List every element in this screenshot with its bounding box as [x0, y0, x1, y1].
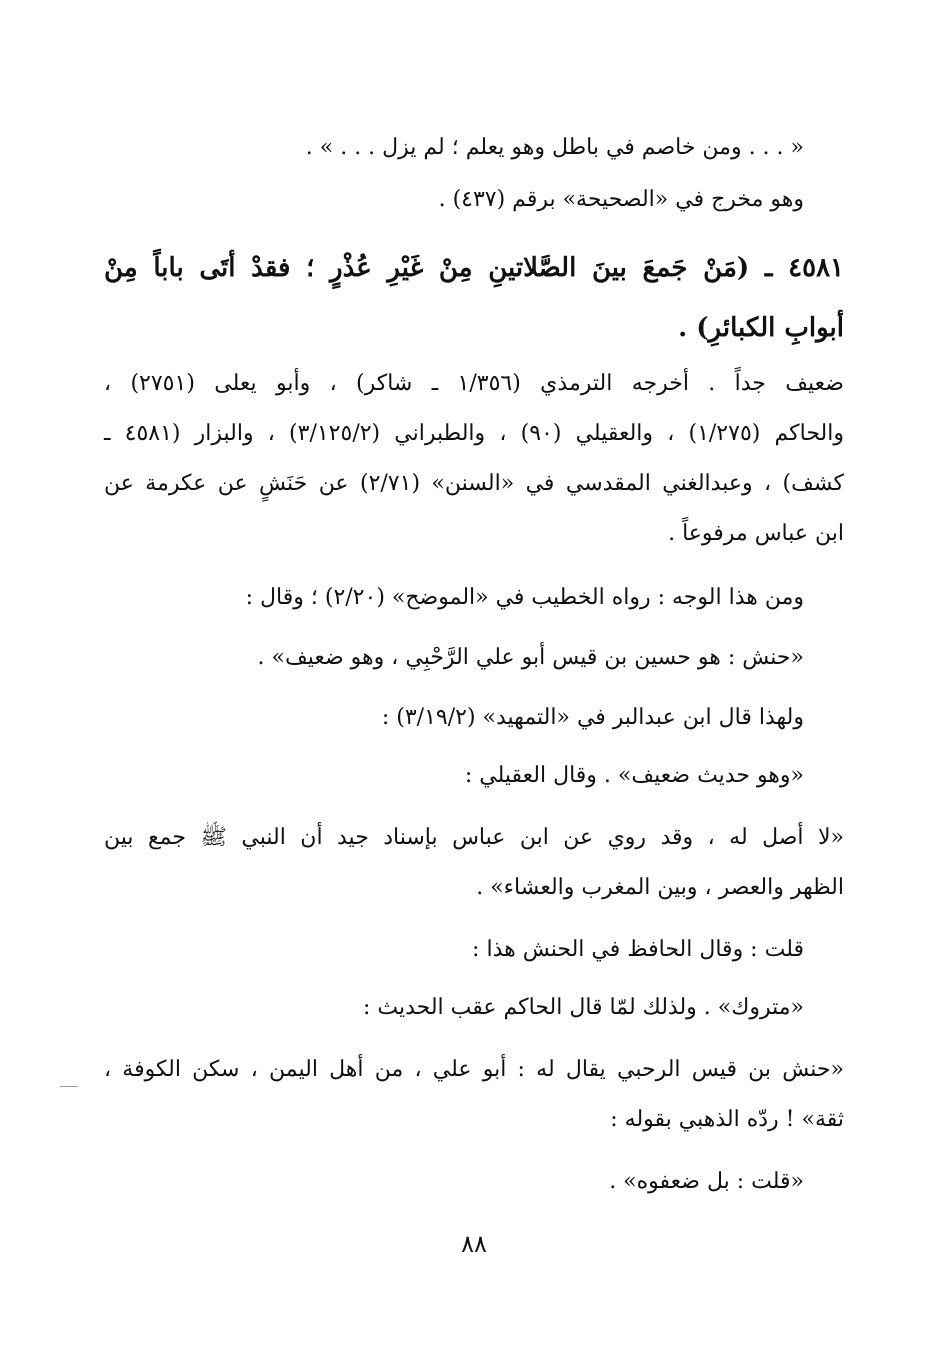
quote-line: «حنش بن قيس الرحبي يقال له : أبو علي ، من أهل اليمن ، سكن الكوفة ،: [104, 1057, 844, 1082]
margin-mark: [60, 1086, 78, 1087]
quote-line: « . . . ومن خاصم في باطل وهو يعلم ؛ لم يزل . . . » .: [305, 135, 804, 160]
quote-line: «لا أصل له ، وقد روي عن ابن عباس بإسناد جيد أن النبي ﷺ جمع بين: [104, 825, 844, 850]
hadith-heading-line: أبوابِ الكبائرِ) .: [678, 313, 844, 343]
page-number: ٨٨: [461, 1230, 487, 1258]
body-line: كشف) ، وعبدالغني المقدسي في «السنن» (٢/٧١) عن حَنَشٍ عن عكرمة عن: [104, 471, 844, 496]
body-line: ضعيف جداً . أخرجه الترمذي (١/٣٥٦ ـ شاكر) ، وأبو يعلى (٢٧٥١) ،: [104, 371, 844, 396]
body-line: ابن عباس مرفوعاً .: [668, 521, 844, 546]
quote-line: ثقة» ! ردّه الذهبي بقوله :: [610, 1107, 844, 1132]
body-line: «متروك» . ولذلك لمّا قال الحاكم عقب الحديث :: [362, 995, 804, 1020]
quote-line: «حنش : هو حسين بن قيس أبو علي الرَّحْبِي ، وهو ضعيف» .: [257, 645, 804, 670]
quote-line: «قلت : بل ضعفوه» .: [609, 1169, 804, 1194]
body-line: ولهذا قال ابن عبدالبر في «التمهيد» (٣/١٩/٢) :: [381, 705, 804, 730]
quote-line: «وهو حديث ضعيف» . وقال العقيلي :: [464, 763, 804, 788]
reference-line: وهو مخرج في «الصحيحة» برقم (٤٣٧) .: [438, 187, 804, 212]
body-line: قلت : وقال الحافظ في الحنش هذا :: [472, 937, 804, 962]
body-line: والحاكم (١/٢٧٥) ، والعقيلي (٩٠) ، والطبراني (٣/١٢٥/٢) ، والبزار (٤٥٨١ ـ: [104, 421, 844, 446]
quote-line: الظهر والعصر ، وبين المغرب والعشاء» .: [476, 875, 844, 900]
body-line: ومن هذا الوجه : رواه الخطيب في «الموضح» (٢/٢٠) ؛ وقال :: [245, 585, 804, 610]
hadith-heading-line: ٤٥٨١ ـ (مَنْ جَمعَ بينَ الصَّلاتينِ مِنْ غَيْرِ عُذْرٍ ؛ فقدْ أتَى باباً مِنْ: [104, 253, 844, 283]
